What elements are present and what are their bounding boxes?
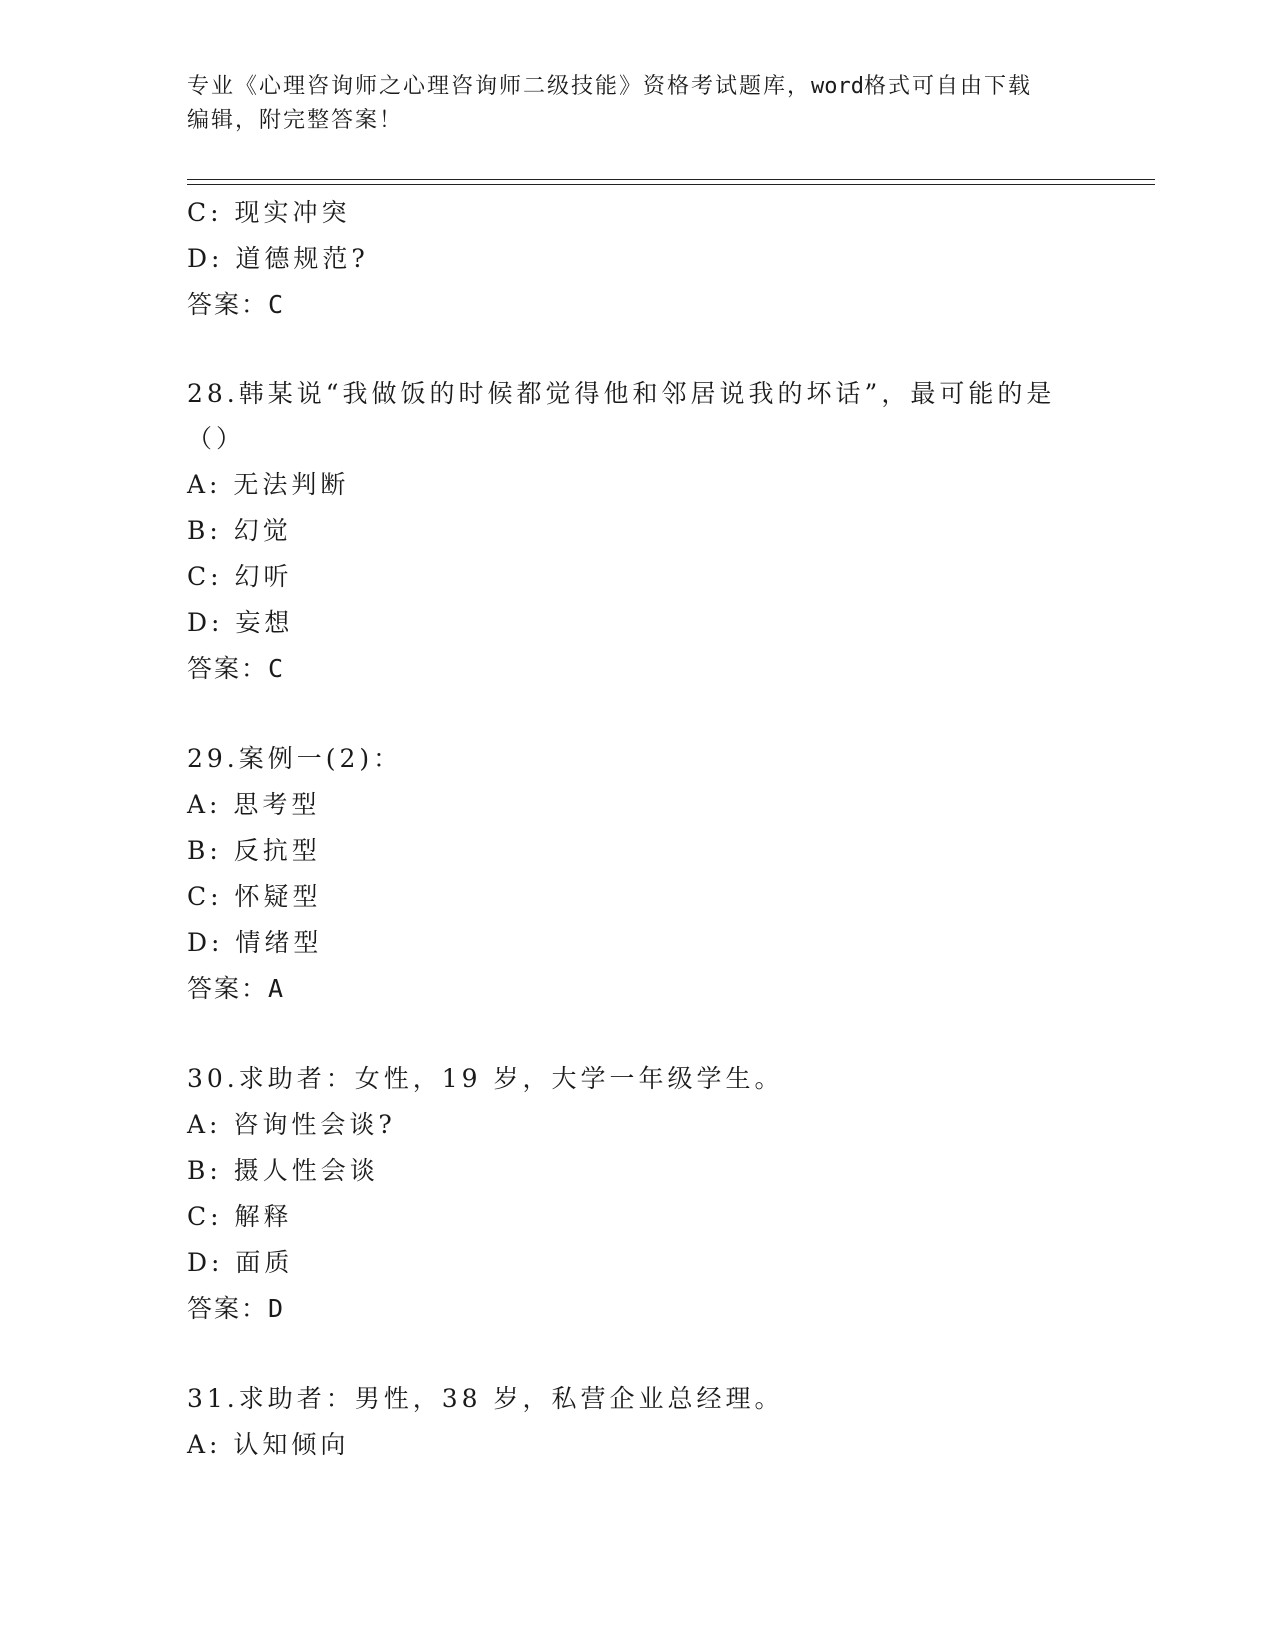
answer-label: 答案： — [187, 974, 269, 1003]
answer-label: 答案： — [187, 654, 269, 683]
q28-stem-line-1: 28.韩某说“我做饭的时候都觉得他和邻居说我的坏话”，最可能的是 — [187, 379, 1056, 408]
q28-option-c: C: 幻听 — [187, 562, 293, 591]
q29-option-c: C: 怀疑型 — [187, 882, 322, 911]
answer-label: 答案： — [187, 290, 269, 319]
header-text-post: 格式可自由下载 — [864, 74, 1033, 99]
q29-answer — [187, 966, 1147, 1012]
q28-stem-line-2: （） — [187, 424, 246, 453]
q29-option-a: A: 思考型 — [187, 790, 321, 819]
q28-option-a: A: 无法判断 — [187, 470, 350, 499]
q30-option-a: A: 咨询性会谈? — [187, 1110, 396, 1139]
answer-value: D — [268, 1294, 286, 1323]
q30-answer — [187, 1286, 1147, 1332]
header-divider-bottom — [187, 184, 1155, 185]
header-text-pre: 专业《心理咨询师之心理咨询师二级技能》资格考试题库， — [187, 74, 812, 99]
q30-option-b: B: 摄人性会谈 — [187, 1156, 379, 1185]
header-divider-top — [187, 179, 1155, 180]
answer-value: C — [268, 654, 286, 683]
answer-label: 答案： — [187, 1294, 269, 1323]
q28-answer — [187, 646, 1147, 692]
prev-option-d: D: 道德规范? — [187, 244, 369, 273]
q30-stem: 30.求助者：女性，19 岁，大学一年级学生。 — [187, 1064, 784, 1093]
q29-option-d: D: 情绪型 — [187, 928, 323, 957]
q29-stem: 29.案例一(2)： — [187, 744, 403, 773]
q30-option-d: D: 面质 — [187, 1248, 294, 1277]
answer-value: C — [268, 290, 286, 319]
header-text-latin: word — [811, 74, 864, 99]
q31-option-a: A: 认知倾向 — [187, 1430, 350, 1459]
q28-option-d: D: 妄想 — [187, 608, 294, 637]
q28-option-b: B: 幻觉 — [187, 516, 292, 545]
prev-option-c: C: 现实冲突 — [187, 198, 351, 227]
q31-stem: 31.求助者：男性，38 岁，私营企业总经理。 — [187, 1384, 784, 1413]
header-line-2: 编辑，附完整答案！ — [187, 108, 404, 133]
document-header — [187, 70, 1087, 138]
question-list — [187, 190, 1147, 1468]
answer-value: A — [268, 974, 286, 1003]
q30-option-c: C: 解释 — [187, 1202, 293, 1231]
prev-answer — [187, 282, 1147, 328]
q29-option-b: B: 反抗型 — [187, 836, 321, 865]
header-line-1 — [187, 70, 1087, 104]
